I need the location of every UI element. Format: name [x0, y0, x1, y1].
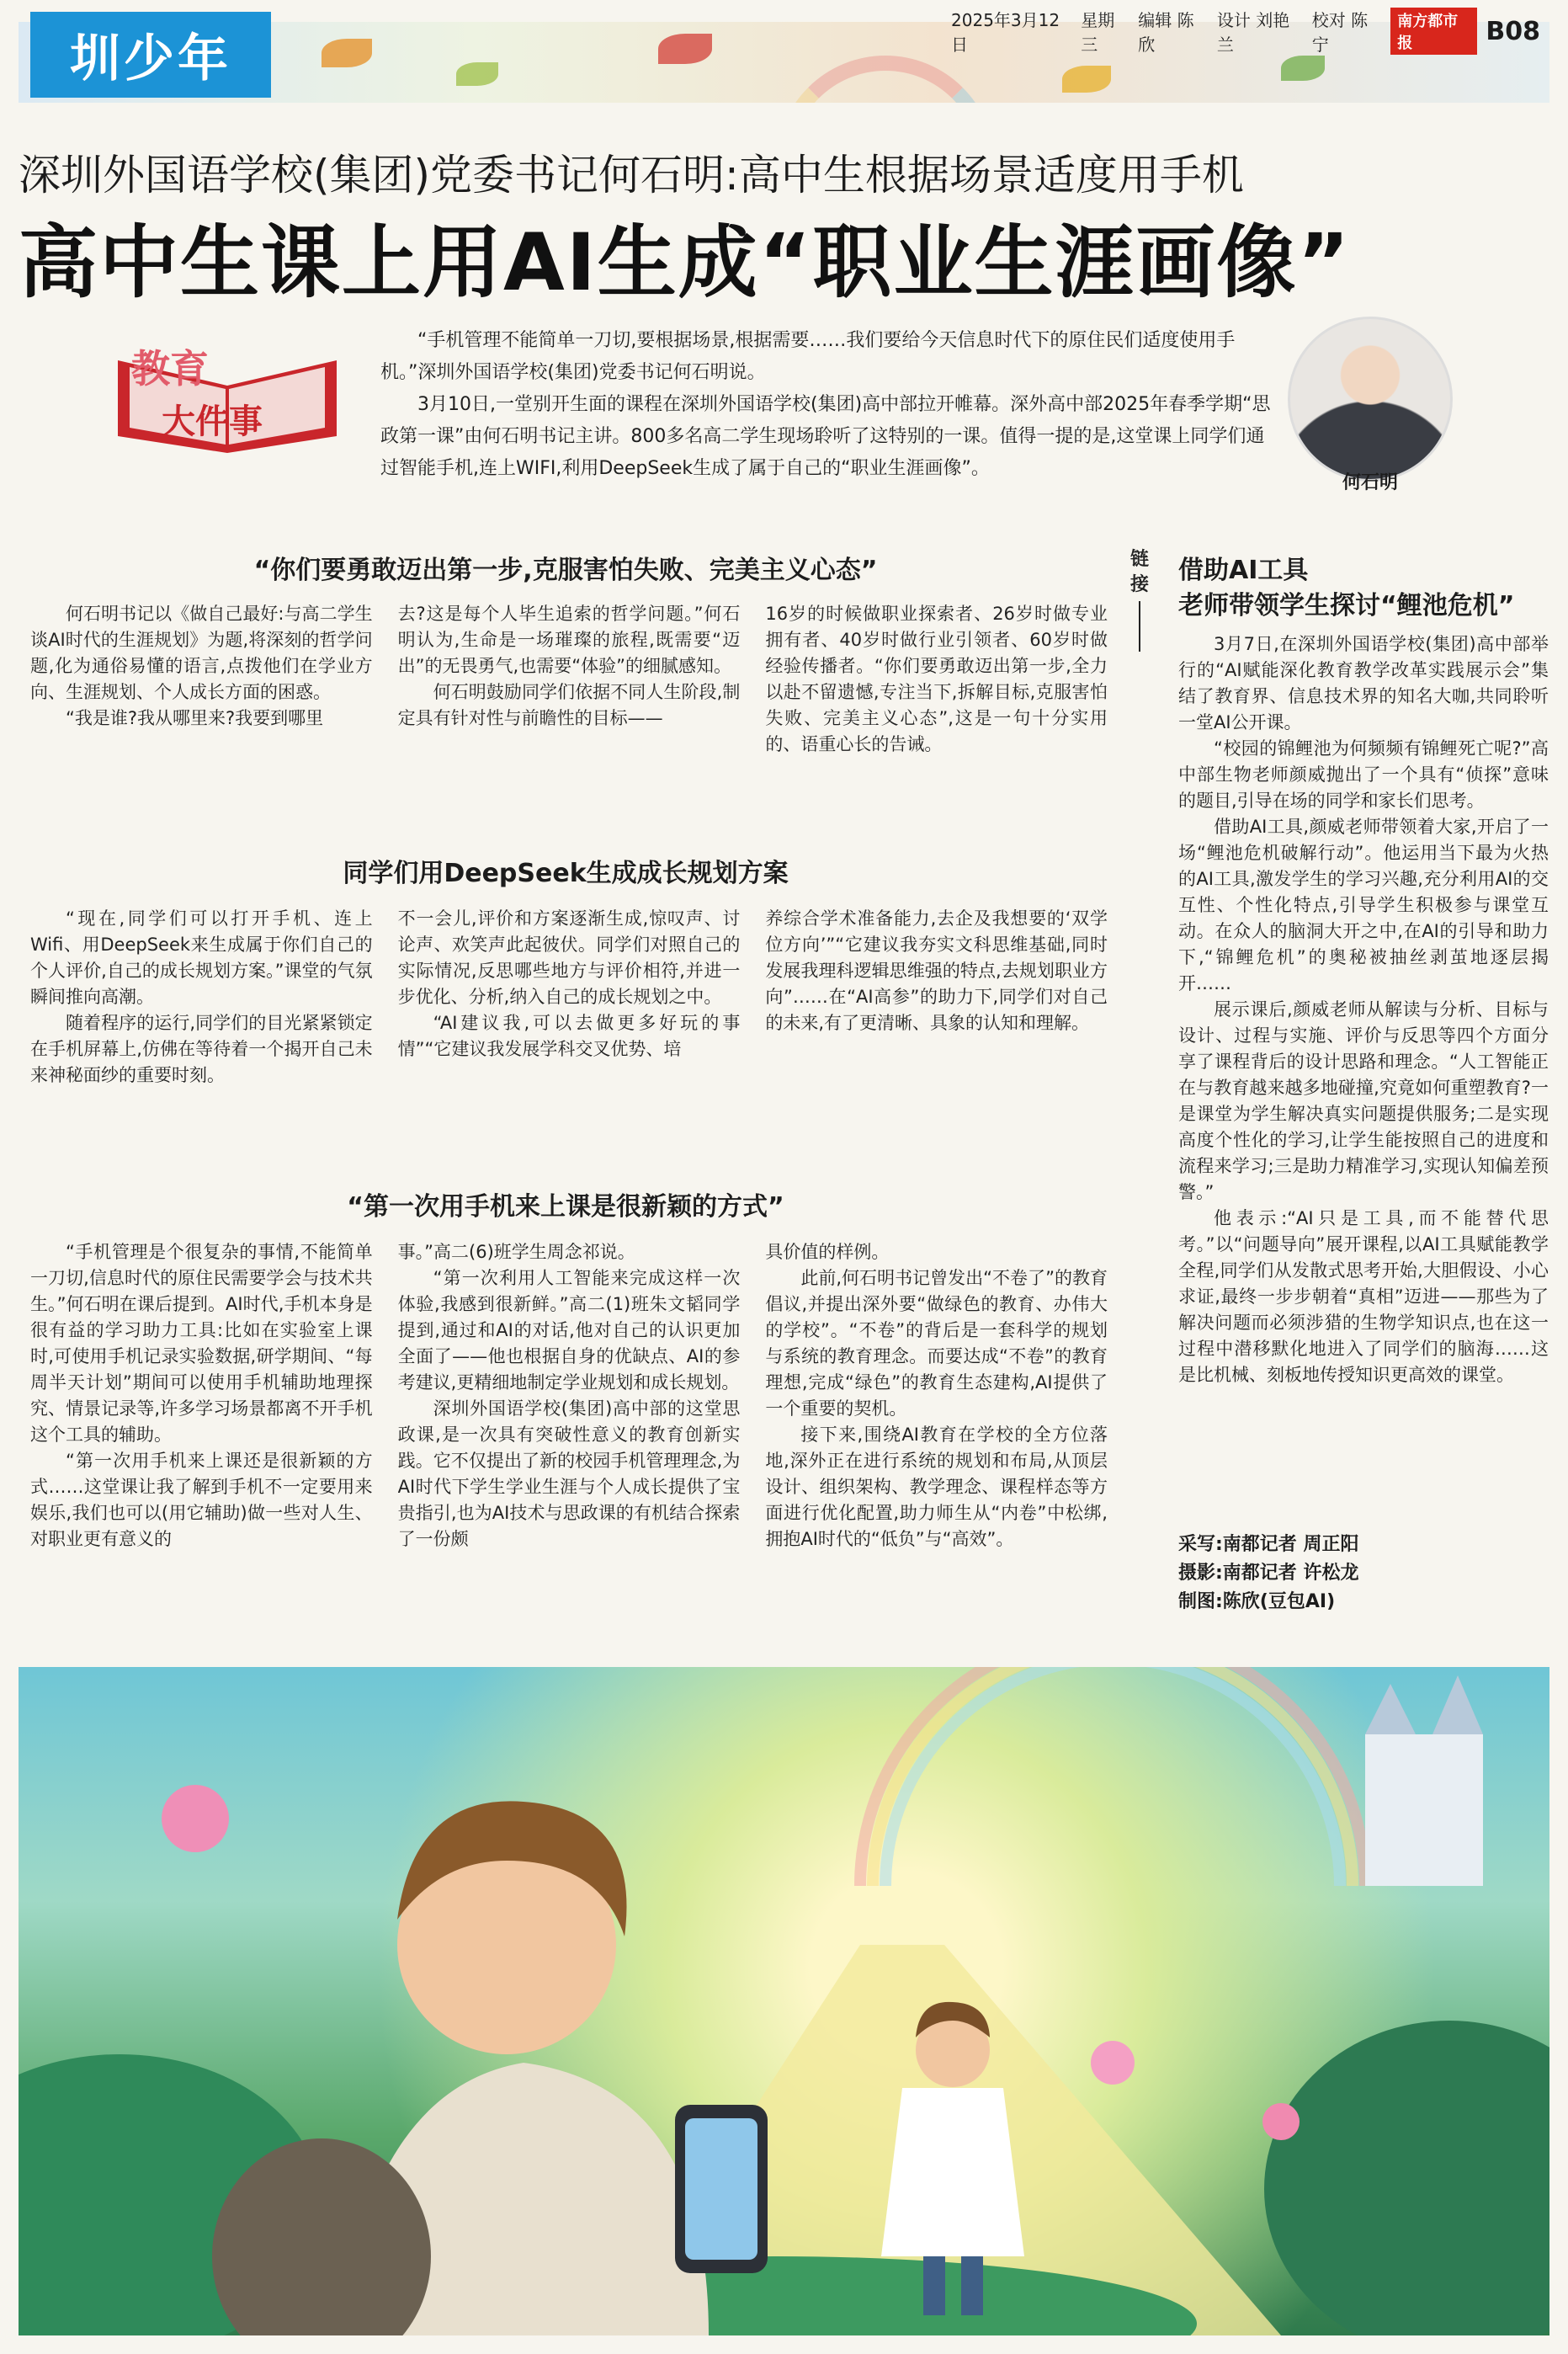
flower [1091, 2041, 1135, 2085]
article-column [398, 601, 741, 795]
sidebar-link-article [1128, 547, 1549, 1642]
flower [162, 1785, 229, 1852]
section3-title: “第一次用手机来上课是很新颖的方式” [347, 1192, 784, 1222]
paragraph: 16岁的时候做职业探索者、26岁时做专业拥有者、40岁时做行业引领者、60岁时做经验传播者。“你们要勇敢迈出第一步,全力以赴不留遗憾,专注当下,拆解目标,克服害怕失败、完美主义心态”,这是一句十分实用的、语重心长的告诫。 [765, 604, 1108, 754]
article-column [398, 906, 741, 1116]
paragraph: 何石明书记以《做自己最好:与高二学生谈AI时代的生涯规划》为题,将深刻的哲学问题,化为通俗易懂的语言,点拨他们在学业方向、生涯规划、个人成长方面的困惑。 [30, 604, 373, 702]
sidebar-subtitle: 老师带领学生探讨“鲤池危机” [1178, 591, 1515, 620]
article-column [765, 601, 1108, 795]
illustration-scene [19, 1667, 1549, 2335]
paragraph: 借助AI工具,颜威老师带领着大家,开启了一场“鲤池危机破解行动”。他运用当下最为火热的AI工具,激发学生的学习兴趣,充分利用AI的交互性、个性化特点,引导学生积极参与课堂互动。在众人的脑洞大开之中,在AI的引导和助力下,“锦鲤危机”的奥秘被抽丝剥茧地逐层揭开…… [1178, 817, 1549, 993]
section1-columns [30, 601, 1108, 795]
section2-columns [30, 906, 1108, 1116]
page-number: B08 [1486, 16, 1540, 46]
leaf-decoration [456, 62, 498, 86]
intro-text [380, 325, 1281, 485]
article-column [765, 1239, 1108, 1627]
paragraph: 他表示:“AI只是工具,而不能替代思考。”以“问题导向”展开课程,以AI工具赋能教学全程,同学们从发散式思考开始,大胆假设、小心求证,最终一步步朝着“真相”迈进——那些为了解决问题而必须涉猎的生物学知识点,也在这一过程中潜移默化地进入了同学们的脑海……这是比机械、刻板地传授知识更高效的课堂。 [1178, 1208, 1549, 1385]
section3-columns [30, 1239, 1108, 1627]
weekday: 星期三 [1081, 10, 1115, 55]
intro-paragraph: 3月10日,一堂别开生面的课程在深圳外国语学校(集团)高中部拉开帷幕。深外高中部2025年春季学期“思政第一课”由何石明书记主讲。800多名高二学生现场聆听了这特别的一课。值得一提的是,这堂课上同学们通过智能手机,连上WIFI,利用DeepSeek生成了属于自己的“职业生涯画像”。 [380, 394, 1271, 479]
subtitle: 深圳外国语学校(集团)党委书记何石明:高中生根据场景适度用手机 [19, 151, 1244, 200]
paragraph: 3月7日,在深圳外国语学校(集团)高中部举行的“AI赋能深化教育教学改革实践展示会”集结了教育界、信息技术界的知名大咖,共同聆听一堂AI公开课。 [1178, 634, 1549, 732]
intro-paragraph: “手机管理不能简单一刀切,要根据场景,根据需要……我们要给今天信息时代下的原住民们适度使用手机。”深圳外国语学校(集团)党委书记何石明说。 [380, 330, 1236, 383]
page-meta [951, 10, 1540, 55]
doctor-leg [961, 2256, 983, 2315]
open-book-icon [101, 327, 353, 453]
rainbow [860, 1667, 1365, 1886]
doctor-leg [923, 2256, 945, 2315]
portrait-photo [1288, 317, 1453, 482]
paragraph: “第一次用手机来上课还是很新颖的方式……这堂课让我了解到手机不一定要用来娱乐,我们也可以(用它辅助)做一些对人生、对职业更有意义的 [30, 1451, 373, 1549]
paragraph: 接下来,围绕AI教育在学校的全方位落地,深外正在进行系统的规划和布局,从顶层设计、组织架构、教学理念、课程样态等方面进行优化配置,助力师生从“内卷”中松绑,拥抱AI时代的“低负”与“高效”。 [765, 1425, 1108, 1549]
headline: 高中生课上用AI生成“职业生涯画像” [19, 217, 1352, 309]
newspaper-logo: 南方都市报 [1390, 8, 1477, 55]
paragraph: 此前,何石明书记曾发出“不卷了”的教育倡议,并提出深外要“做绿色的教育、办伟大的学校”。“不卷”的背后是一套科学的规划与系统的教育理念。而要达成“不卷”的教育理想,完成“绿色”的教育生态建构,AI提供了一个重要的契机。 [765, 1268, 1108, 1419]
article-column [765, 906, 1108, 1116]
credit-illustration: 制图:陈欣(豆包AI) [1178, 1591, 1336, 1612]
paragraph: 随着程序的运行,同学们的目光紧紧锁定在手机屏幕上,仿佛在等待着一个揭开自己未来神秘面纱的重要时刻。 [30, 1013, 373, 1085]
paragraph: “第一次利用人工智能来完成这样一次体验,我感到很新鲜。”高二(1)班朱文韬同学提到,通过和AI的对话,他对自己的认识更加全面了——他也根据自身的优缺点、AI的参考建议,更精细地制定学业规划和成长规划。 [397, 1268, 741, 1393]
credits [1178, 1531, 1549, 1616]
education-column-logo [101, 327, 353, 453]
article-column [30, 1239, 373, 1627]
edu-logo-line2: 大件事 [162, 402, 263, 441]
article-column [30, 906, 373, 1116]
credit-writer: 采写:南都记者 周正阳 [1178, 1534, 1359, 1555]
paragraph: 具价值的样例。 [765, 1242, 890, 1262]
rainbow-decoration [776, 56, 995, 103]
leaf-decoration [322, 39, 372, 67]
paragraph: “我是谁?我从哪里来?我要到哪里 [66, 708, 324, 728]
paragraph: “AI建议我,可以去做更多好玩的事情”“它建议我发展学科交叉优势、培 [397, 1013, 741, 1059]
paragraph: “现在,同学们可以打开手机、连上Wifi、用DeepSeek来生成属于你们自己的个人评价,自己的成长规划方案。”课堂的气氛瞬间推向高潮。 [30, 908, 373, 1007]
designer: 设计 刘艳兰 [1216, 10, 1290, 55]
paragraph: “校园的锦鲤池为何频频有锦鲤死亡呢?”高中部生物老师颜威抛出了一个具有“侦探”意味的题目,引导在场的同学和家长们思考。 [1178, 738, 1549, 811]
ai-illustration [19, 1667, 1549, 2335]
flower [1262, 2103, 1300, 2140]
credit-photo: 摄影:南都记者 许松龙 [1178, 1563, 1359, 1584]
paragraph: 展示课后,颜威老师从解读与分析、目标与设计、过程与实施、评价与反思等四个方面分享了课程背后的设计思路和理念。“人工智能正在与教育越来越多地碰撞,究竟如何重塑教育?一是课堂为学生解决真实问题提供服务;二是实现高度个性化的学习,让学生能按照自己的进度和流程来学习;三是助力精准学习,实现认知偏差预警。” [1178, 999, 1549, 1202]
phone-screen [685, 2118, 757, 2260]
sidebar-body [1178, 631, 1549, 1388]
article-column [30, 601, 373, 795]
foliage [1264, 2021, 1549, 2335]
edu-logo-line1: 教育 [131, 346, 209, 391]
paragraph: 事。”高二(6)班学生周念祁说。 [397, 1242, 635, 1262]
sidebar-title: 借助AI工具 [1178, 556, 1309, 585]
section-logo: 圳少年 [30, 12, 271, 98]
paragraph: 不一会儿,评价和方案逐渐生成,惊叹声、讨论声、欢笑声此起彼伏。同学们对照自己的实际情况,反思哪些地方与评价相符,并进一步优化、分析,纳入自己的成长规划之中。 [397, 908, 741, 1007]
link-tag: 链接 [1128, 547, 1151, 652]
date: 2025年3月12日 [951, 10, 1060, 55]
leaf-decoration [1062, 66, 1111, 93]
paragraph: “手机管理是个很复杂的事情,不能简单一刀切,信息时代的原住民需要学会与技术共生。”何石明在课后提到。AI时代,手机本身是很有益的学习助力工具:比如在实验室上课时,可使用手机记录实验数据,研学期间、“每周半天计划”期间可以使用手机辅助地理探究、情景记录等,许多学习场景都离不开手机这个工具的辅助。 [30, 1242, 373, 1445]
castle-roof [1432, 1675, 1483, 1734]
proofreader: 校对 陈宁 [1311, 10, 1369, 55]
doctor-coat [881, 2088, 1024, 2256]
leaf-decoration [1281, 56, 1325, 81]
paragraph: 何石明鼓励同学们依据不同人生阶段,制定具有针对性与前瞻性的目标—— [397, 682, 741, 728]
castle-roof [1365, 1684, 1416, 1734]
leaf-decoration [658, 34, 712, 64]
castle [1365, 1734, 1483, 1886]
editor: 编辑 陈欣 [1138, 10, 1194, 55]
article-column [398, 1239, 741, 1627]
section2-title: 同学们用DeepSeek生成成长规划方案 [343, 859, 789, 888]
paragraph: 去?这是每个人毕生追索的哲学问题。”何石明认为,生命是一场璀璨的旅程,既需要“迈出”的无畏勇气,也需要“体验”的细腻感知。 [397, 604, 741, 676]
portrait-caption: 何石明 [1342, 472, 1398, 493]
section1-title: “你们要勇敢迈出第一步,克服害怕失败、完美主义心态” [253, 556, 878, 585]
paragraph: 养综合学术准备能力,去企及我想要的‘双学位方向’”“它建议我夯实文科思维基础,同时发展我理科逻辑思维强的特点,去规划职业方向”……在“AI高参”的助力下,同学们对自己的未来,有了更清晰、具象的认知和理解。 [765, 908, 1108, 1033]
paragraph: 深圳外国语学校(集团)高中部的这堂思政课,是一次具有突破性意义的教育创新实践。它不仅提出了新的校园手机管理理念,为AI时代下学生学业生涯与个人成长提供了宝贵指引,也为AI技术与思政课的有机结合探索了一份颇 [397, 1398, 741, 1549]
